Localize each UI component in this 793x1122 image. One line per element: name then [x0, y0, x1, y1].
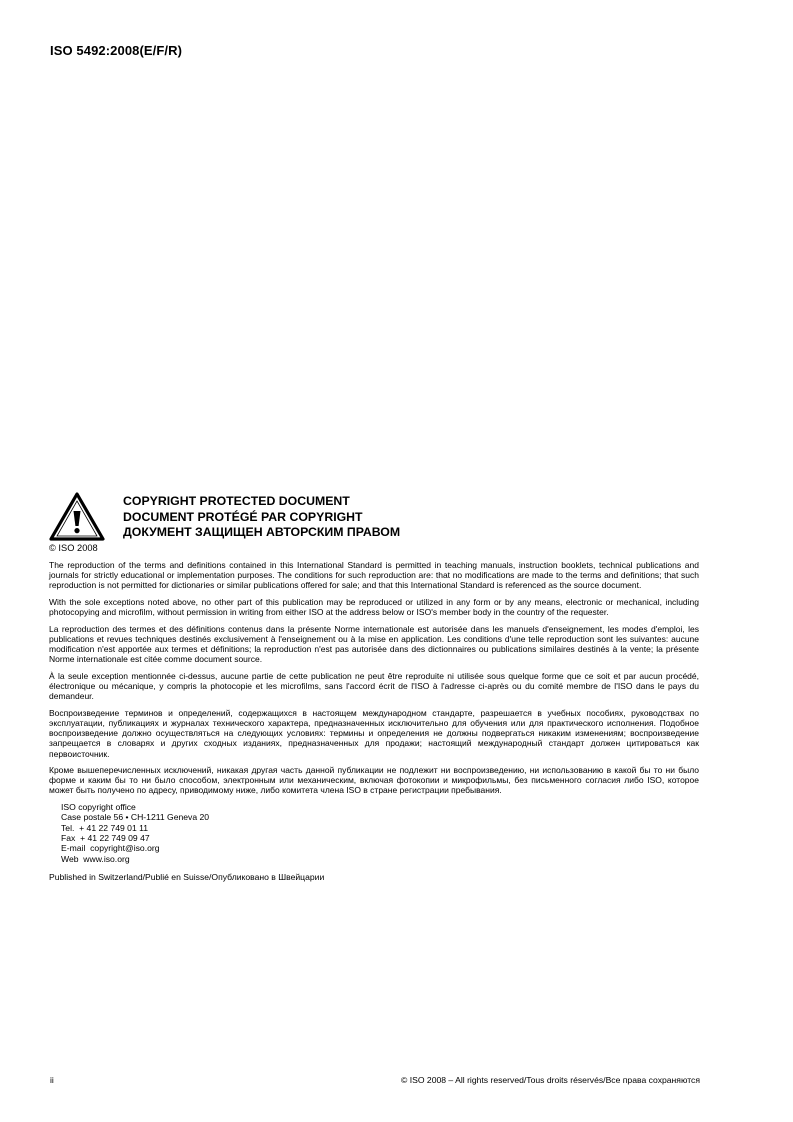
page-number: ii — [50, 1075, 54, 1085]
address-postal: Case postale 56 • CH-1211 Geneva 20 — [61, 812, 210, 823]
paragraph-french-permission: La reproduction des termes et des définitions contenus dans la présente Norme internationale est autorisée dans les manuels d'enseignement, les modes d'emploi, les publications et revues techniques destinés exclusivement à l'enseignement ou à la mise en application. Les conditions d'une telle reproduction sont les suivantes: aucune modification n'est apportée aux termes et définitions; la reproduction n'est pas autorisée dans des dictionnaires ou publications similaires destinés à la vente; la présente Norme internationale est citée comme document source. — [49, 623, 699, 665]
copyright-body — [49, 560, 699, 883]
paragraph-english-permission: The reproduction of the terms and definitions contained in this International Standard is permitted in teaching manuals, instruction booklets, technical publications and journals for strictly educational or implementation purposes. The conditions for such reproduction are: that no modifications are made to the terms and definitions; that such reproduction is not permitted for dictionaries or similar publications offered for sale; and that this International Standard is referenced as the source document. — [49, 560, 699, 591]
paragraph-english-restriction: With the sole exceptions noted above, no other part of this publication may be reproduced or utilized in any form or by any means, electronic or mechanical, including photocopying and microfilm, without permission in writing from either ISO at the address below or ISO's member body in the country of the requester. — [49, 596, 699, 618]
copyright-headings — [123, 494, 400, 541]
paragraph-russian-restriction: Кроме вышеперечисленных исключений, никакая другая часть данной публикации не подлежит ни воспроизведению, ни использованию в какой бы то ни было форме и каким бы то ни было способом, электронным или механическим, включая фотокопии и микрофильмы, без письменного согласия либо ISO, которое может быть получено по адресу, приводимому ниже, либо комитета члена ISO в стране регистрации пребывания. — [49, 765, 699, 796]
address-telephone: Tel. + 41 22 749 01 11 — [61, 822, 149, 833]
warning-icon — [49, 492, 105, 542]
paragraph-russian-permission: Воспроизведение терминов и определений, содержащихся в настоящем международном стандарте, разрешается в учебных пособиях, руководствах по эксплуатации, публикациях и журналах технического характера, предназначенных исключительно для обучения или для практического исполнения. Подобное воспроизведение должно осуществляться на следующих условиях: термины и определения не должны подвергаться никаким изменениям; воспроизведение запрещается в словарях и других сходных изданиях, предназначенных для продажи; настоящий международный стандарт должен цитироваться как первоисточник. — [49, 707, 699, 759]
paragraph-french-restriction: À la seule exception mentionnée ci-dessus, aucune partie de cette publication ne peut être reproduite ni utilisée sous quelque forme que ce soit et par aucun procédé, électronique ou mécanique, y compris la photocopie et les microfilms, sans l'accord écrit de l'ISO à l'adresse ci-après ou du comité membre de l'ISO dans le pays du demandeur. — [49, 670, 699, 702]
page-footer — [50, 1075, 700, 1087]
address-web: Web www.iso.org — [61, 853, 130, 864]
address-office: ISO copyright office — [61, 802, 136, 813]
heading-french: DOCUMENT PROTÉGÉ PAR COPYRIGHT — [123, 509, 363, 524]
published-location: Published in Switzerland/Publié en Suisse/Опубликовано в Швейцарии — [49, 871, 325, 882]
copyright-year: © ISO 2008 — [49, 543, 98, 553]
address-email: E-mail copyright@iso.org — [61, 843, 160, 854]
heading-russian: ДОКУМЕНТ ЗАЩИЩЕН АВТОРСКИМ ПРАВОМ — [123, 525, 401, 539]
address-fax: Fax + 41 22 749 09 47 — [61, 833, 150, 844]
heading-english: COPYRIGHT PROTECTED DOCUMENT — [123, 494, 350, 508]
iso-address — [61, 802, 699, 864]
standard-id-header: ISO 5492:2008(E/F/R) — [50, 43, 183, 58]
footer-copyright: © ISO 2008 – All rights reserved/Tous droits réservés/Все права сохраняются — [401, 1075, 700, 1085]
